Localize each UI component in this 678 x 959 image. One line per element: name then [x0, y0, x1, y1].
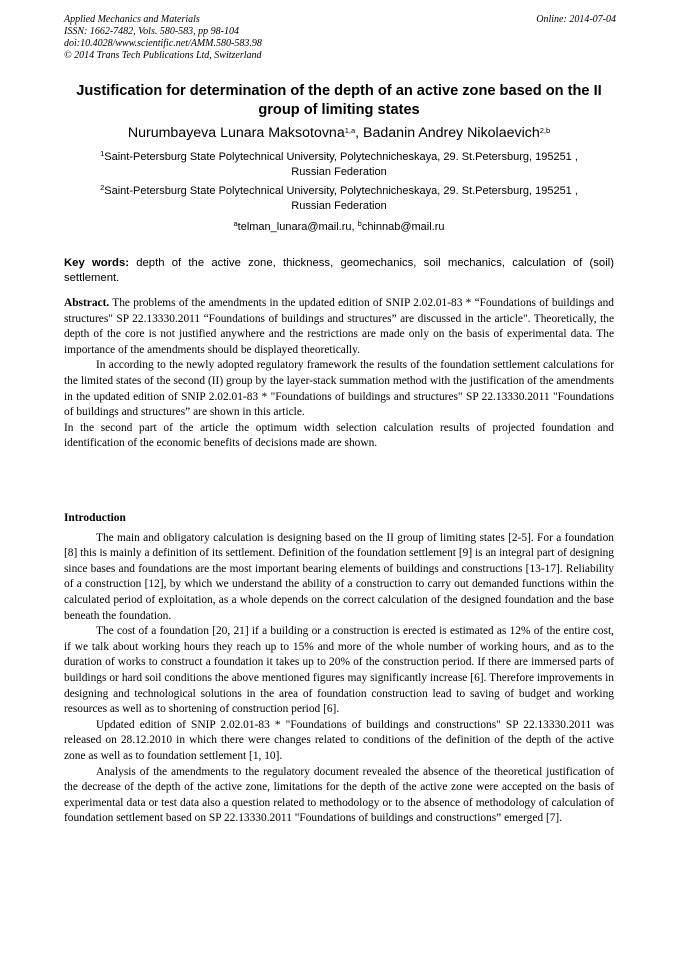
email-marker: a: [233, 219, 238, 228]
intro-paragraph: The cost of a foundation [20, 21] if a building or a construction is erected is estimated as 12% of the entire cost, if we talk about working hours they reach up to 15% and more of the whole number of working hours, and as to the duration of works to construct a foundation it takes up to 20% of the construction period. If there are immersed parts of buildings or hard soil conditions the above mentioned figures may significantly increase [6]. Therefore improvements in designing and technological solutions in the area of foundation construction lead to saving of budget and working resources as well as to shortening of construction period [6].: [64, 625, 614, 716]
intro-paragraph: The main and obligatory calculation is designing based on the II group of limiting states [2-5]. For a foundation [8] this is mainly a definition of its settlement. Definition of the foundation settlement [9] is an integral part of designing since bases and foundations are the most important bearing elements of buildings and constructions [13-17]. Reliability of a construction [12], by which we understand the ability of a construction to carry out demanded functions within the calculated period of exploitation, as a whole depends on the correct calculation of the designed foundation and the base beneath the foundation.: [64, 531, 614, 622]
email-marker: b: [357, 219, 362, 228]
author-list: [40, 124, 638, 142]
affiliation-2: [60, 184, 618, 214]
section-heading: Introduction: [64, 512, 126, 524]
author-name: Badanin Andrey Nikolaevich: [363, 125, 540, 141]
abstract-paragraph: [64, 296, 614, 358]
author-name: Nurumbayeva Lunara Maksotovna: [127, 125, 345, 141]
doi-line: doi:10.4028/www.scientific.net/AMM.580-583.98: [64, 38, 262, 49]
affiliation-number: 2: [100, 183, 105, 192]
copyright-line: © 2014 Trans Tech Publications Ltd, Switzerland: [64, 50, 262, 61]
paper-title: Justification for determination of the depth of an active zone based on the II group of limiting states: [76, 83, 602, 118]
affiliation-1: [60, 150, 618, 180]
online-date: Online: 2014-07-04: [536, 14, 616, 25]
keywords: [64, 256, 614, 286]
affiliation-address: Saint-Petersburg State Polytechnical University, Polytechnicheskaya, 29. St.Petersburg, 195251 ,: [104, 185, 578, 197]
journal-header: [64, 14, 616, 62]
author-superscript: 2,b: [539, 126, 551, 135]
introduction-section: [64, 511, 614, 827]
affiliation-country: Russian Federation: [291, 166, 387, 178]
abstract-section: [64, 296, 614, 452]
author-superscript: 1,a: [344, 126, 356, 135]
email-address: telman_lunara@mail.ru,: [237, 221, 358, 233]
keywords-text: depth of the active zone, thickness, geomechanics, soil mechanics, calculation of (soil) settlement.: [64, 257, 614, 284]
author-separator: ,: [355, 125, 364, 141]
intro-paragraph: Analysis of the amendments to the regulatory document revealed the absence of the theoretical justification of the decrease of the depth of the active zone, limitations for the depth of the active zone were accepted on the basis of experimental data or test data also a question related to methodology or to the absence of methodology of calculation of foundation settlement based on SP 22.13330.2011 "Foundations of buildings and constructions” emerged [7].: [64, 765, 614, 825]
affiliation-number: 1: [100, 149, 105, 158]
abstract-text: The problems of the amendments in the updated edition of SNIP 2.02.01-83 * “Foundations of buildings and structures" SP 22.13330.2011 “Foundations of buildings and structures” are discussed in the article". Theoretically, the depth of the core is not justified anywhere and the restrictions are made only on the basis of experimental data. The importance of the amendments should be displayed theoretically.: [64, 297, 614, 356]
journal-name: Applied Mechanics and Materials: [64, 14, 200, 25]
abstract-paragraph: In the second part of the article the optimum width selection calculation results of projected foundation and identification of the economic benefits of decisions made are shown.: [64, 421, 614, 450]
intro-paragraph: Updated edition of SNIP 2.02.01-83 * "Foundations of buildings and constructions" SP 22.13330.2011 was released on 28.12.2010 in which there were changes related to conditions of the definition of the depth of the active zone as well as to foundation settlement [1, 10].: [64, 718, 614, 762]
keywords-label: Key words:: [64, 257, 129, 269]
affiliation-country: Russian Federation: [291, 200, 387, 212]
issn-line: ISSN: 1662-7482, Vols. 580-583, pp 98-104: [64, 26, 239, 37]
affiliation-address: Saint-Petersburg State Polytechnical University, Polytechnicheskaya, 29. St.Petersburg, 195251 ,: [104, 151, 578, 163]
abstract-paragraph: In according to the newly adopted regulatory framework the results of the foundation settlement calculations for the limited states of the second (II) group by the layer-stack summation method with the justification of the amendments in the updated edition of SNIP 2.02.01-83 * "Foundations of buildings and structures" SP 22.13330.2011 "Foundations of buildings and structures” are shown in this article.: [64, 359, 614, 419]
email-address: chinnab@mail.ru: [361, 221, 445, 233]
abstract-label: Abstract.: [64, 297, 110, 309]
author-emails: [60, 220, 618, 234]
